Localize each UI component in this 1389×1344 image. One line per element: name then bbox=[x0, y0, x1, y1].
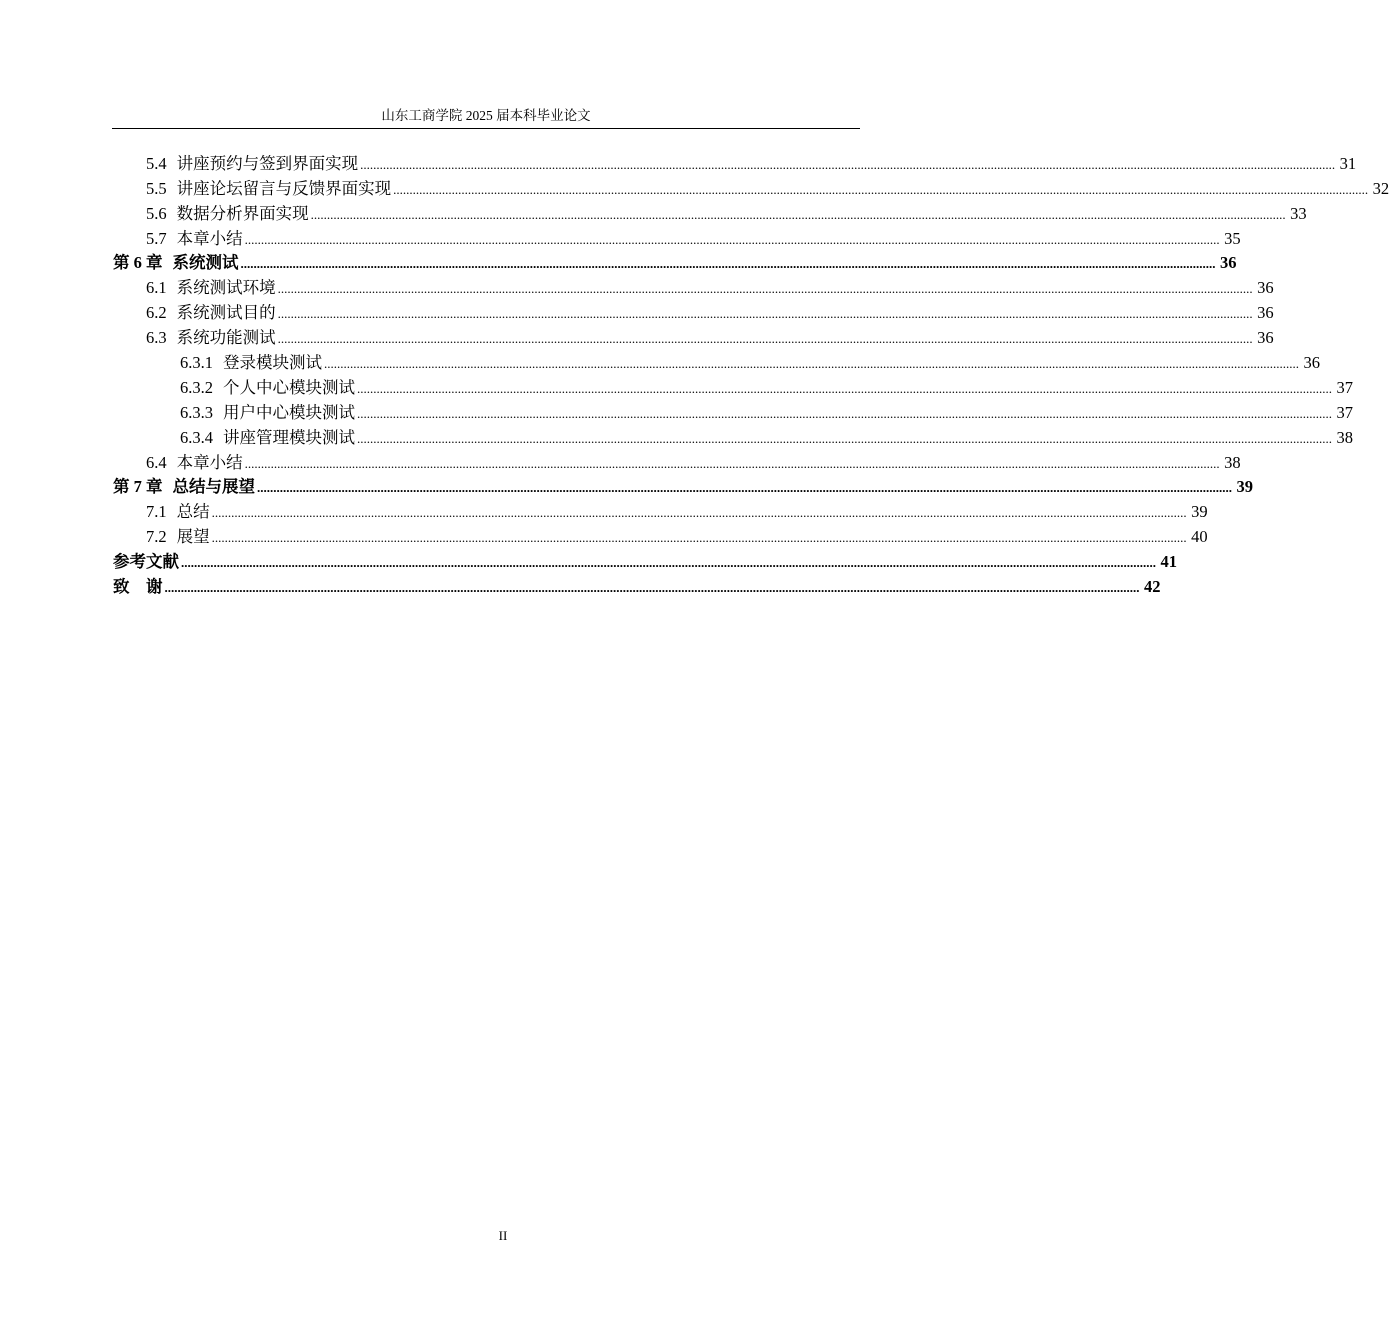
toc-entry[interactable] bbox=[113, 324, 1274, 349]
toc-entry-page: 38 bbox=[1224, 452, 1241, 472]
toc-entry[interactable] bbox=[113, 573, 1161, 598]
toc-entry-page: 36 bbox=[1257, 303, 1274, 323]
toc-dot-leader: ............................................................................................................................................................................................................................................................................................................ bbox=[357, 430, 1332, 446]
toc-entry-number: 5.7 bbox=[146, 228, 167, 248]
toc-entry[interactable] bbox=[113, 299, 1274, 324]
toc-entry-page: 35 bbox=[1224, 228, 1241, 248]
toc-dot-leader: ............................................................................................................................................................................................................................................................................................................ bbox=[211, 530, 1187, 546]
toc-dot-leader: ............................................................................................................................................................................................................................................................................................................ bbox=[164, 580, 1140, 596]
toc-entry-title: 登录模块测试 bbox=[223, 353, 322, 373]
toc-entry-number: 6.3.3 bbox=[180, 402, 213, 422]
toc-entry-page: 38 bbox=[1336, 427, 1353, 447]
toc-entry[interactable] bbox=[113, 150, 1357, 175]
toc-entry-number: 6.4 bbox=[146, 452, 167, 472]
toc-entry-title: 讲座论坛留言与反馈界面实现 bbox=[176, 178, 392, 198]
toc-entry-title: 用户中心模块测试 bbox=[223, 402, 355, 422]
toc-entry[interactable] bbox=[113, 399, 1353, 424]
toc-entry[interactable] bbox=[113, 424, 1353, 449]
toc-entry[interactable] bbox=[113, 449, 1241, 474]
toc-entry-title: 个人中心模块测试 bbox=[223, 377, 355, 397]
toc-entry-number: 6.3.4 bbox=[180, 427, 213, 447]
toc-entry-page: 36 bbox=[1257, 278, 1274, 298]
toc-entry-title: 总结与展望 bbox=[172, 477, 255, 497]
toc-dot-leader: ............................................................................................................................................................................................................................................................................................................ bbox=[277, 306, 1253, 322]
table-of-contents bbox=[113, 150, 1389, 598]
toc-entry-page: 37 bbox=[1336, 377, 1353, 397]
toc-dot-leader: ............................................................................................................................................................................................................................................................................................................ bbox=[244, 231, 1220, 247]
toc-entry-number: 6.3.2 bbox=[180, 377, 213, 397]
toc-dot-leader: ............................................................................................................................................................................................................................................................................................................ bbox=[257, 480, 1232, 496]
toc-dot-leader: ............................................................................................................................................................................................................................................................................................................ bbox=[324, 356, 1299, 372]
toc-entry-page: 31 bbox=[1339, 153, 1357, 173]
toc-entry-title: 系统功能测试 bbox=[176, 328, 276, 348]
toc-dot-leader: ............................................................................................................................................................................................................................................................................................................ bbox=[277, 331, 1253, 347]
toc-entry-title: 讲座管理模块测试 bbox=[223, 427, 355, 447]
toc-entry-page: 32 bbox=[1372, 178, 1389, 198]
toc-entry-title: 系统测试目的 bbox=[176, 303, 276, 323]
toc-entry-title: 本章小结 bbox=[176, 228, 243, 248]
toc-entry-title: 系统测试 bbox=[172, 253, 239, 273]
toc-dot-leader: ............................................................................................................................................................................................................................................................................................................ bbox=[310, 206, 1286, 222]
toc-entry-number: 第 6 章 bbox=[113, 253, 163, 273]
toc-entry-page: 36 bbox=[1303, 353, 1320, 373]
toc-entry-number: 6.3.1 bbox=[180, 353, 213, 373]
toc-entry-page: 36 bbox=[1257, 328, 1274, 348]
toc-entry-number: 6.3 bbox=[146, 328, 167, 348]
toc-entry[interactable] bbox=[113, 225, 1241, 250]
toc-entry-page: 36 bbox=[1220, 253, 1237, 273]
toc-entry-number: 5.4 bbox=[146, 153, 167, 173]
running-header: 山东工商学院 2025 届本科毕业论文 bbox=[381, 108, 591, 123]
toc-entry-page: 37 bbox=[1336, 402, 1353, 422]
toc-entry-title: 致 谢 bbox=[113, 577, 163, 597]
toc-entry[interactable] bbox=[113, 349, 1320, 374]
header-rule bbox=[112, 128, 860, 129]
toc-dot-leader: ............................................................................................................................................................................................................................................................................................................ bbox=[357, 405, 1332, 421]
toc-dot-leader: ............................................................................................................................................................................................................................................................................................................ bbox=[211, 505, 1187, 521]
toc-entry[interactable] bbox=[113, 175, 1389, 200]
toc-entry[interactable] bbox=[113, 250, 1237, 275]
toc-entry[interactable] bbox=[113, 523, 1208, 548]
toc-dot-leader: ............................................................................................................................................................................................................................................................................................................ bbox=[360, 156, 1336, 172]
toc-entry-page: 39 bbox=[1191, 502, 1208, 522]
toc-entry[interactable] bbox=[113, 200, 1307, 225]
toc-dot-leader: ............................................................................................................................................................................................................................................................................................................ bbox=[240, 256, 1216, 272]
toc-entry-number: 7.1 bbox=[146, 502, 167, 522]
toc-entry-number: 5.5 bbox=[146, 178, 167, 198]
toc-entry-title: 总结 bbox=[176, 502, 210, 522]
toc-entry-page: 33 bbox=[1290, 203, 1307, 223]
toc-entry-number: 7.2 bbox=[146, 527, 167, 547]
toc-entry[interactable] bbox=[113, 474, 1253, 499]
toc-dot-leader: ............................................................................................................................................................................................................................................................................................................ bbox=[277, 281, 1253, 297]
toc-entry-number: 6.2 bbox=[146, 303, 167, 323]
toc-entry-page: 41 bbox=[1160, 552, 1177, 572]
toc-entry-page: 40 bbox=[1191, 527, 1208, 547]
toc-dot-leader: ............................................................................................................................................................................................................................................................................................................ bbox=[181, 555, 1156, 571]
toc-entry[interactable] bbox=[113, 548, 1177, 573]
toc-entry-number: 5.6 bbox=[146, 203, 167, 223]
toc-dot-leader: ............................................................................................................................................................................................................................................................................................................ bbox=[357, 380, 1332, 396]
toc-entry-title: 参考文献 bbox=[113, 552, 179, 572]
toc-entry-title: 讲座预约与签到界面实现 bbox=[176, 153, 359, 173]
toc-entry[interactable] bbox=[113, 274, 1274, 299]
page-number: II bbox=[498, 1228, 508, 1243]
toc-entry-title: 本章小结 bbox=[176, 452, 243, 472]
toc-dot-leader: ............................................................................................................................................................................................................................................................................................................ bbox=[393, 181, 1369, 197]
toc-entry-page: 39 bbox=[1236, 477, 1253, 497]
toc-entry-title: 数据分析界面实现 bbox=[176, 203, 309, 223]
toc-entry[interactable] bbox=[113, 498, 1208, 523]
toc-dot-leader: ............................................................................................................................................................................................................................................................................................................ bbox=[244, 455, 1220, 471]
toc-entry-title: 展望 bbox=[176, 527, 210, 547]
toc-entry-number: 第 7 章 bbox=[113, 477, 163, 497]
toc-entry[interactable] bbox=[113, 374, 1353, 399]
toc-entry-page: 42 bbox=[1144, 577, 1161, 597]
toc-entry-number: 6.1 bbox=[146, 278, 167, 298]
toc-entry-title: 系统测试环境 bbox=[176, 278, 276, 298]
